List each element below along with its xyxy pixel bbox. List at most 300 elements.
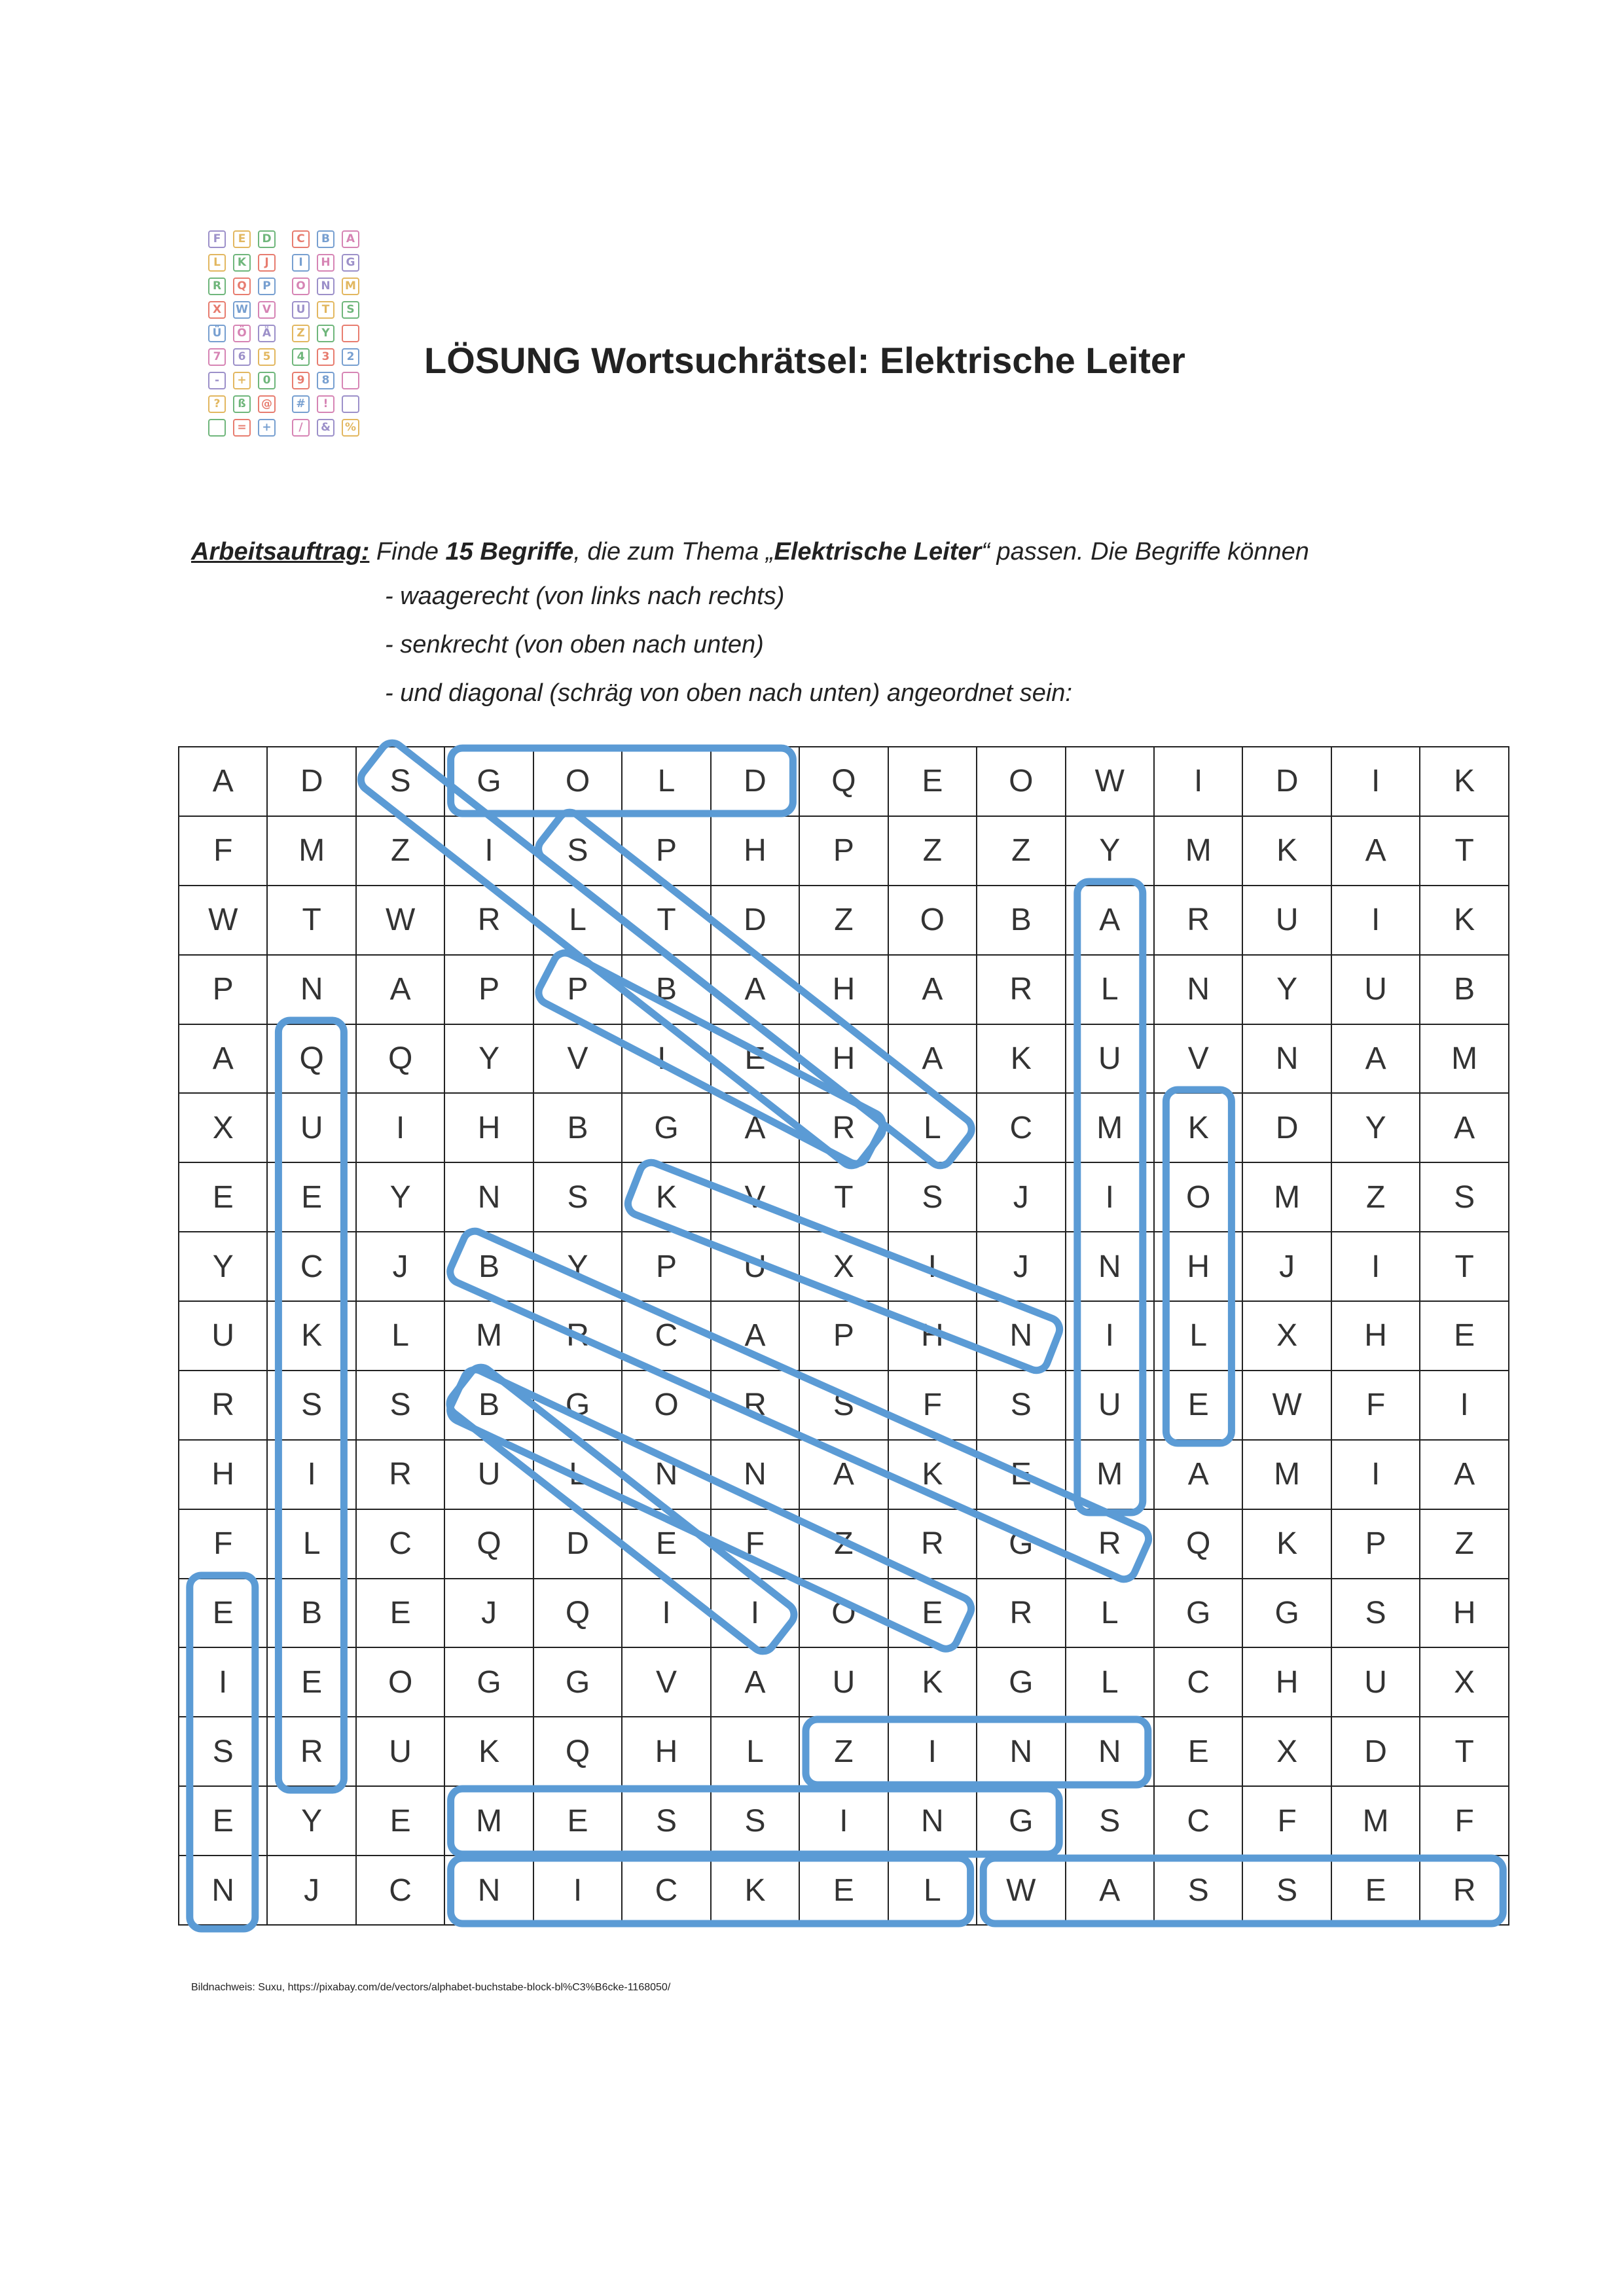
grid-cell: Q bbox=[533, 1579, 622, 1648]
grid-cell: S bbox=[1242, 1856, 1331, 1925]
grid-cell: V bbox=[533, 1024, 622, 1094]
grid-cell: D bbox=[1242, 1093, 1331, 1162]
grid-cell: F bbox=[179, 816, 267, 886]
grid-cell: E bbox=[1154, 1717, 1242, 1786]
grid-cell: S bbox=[267, 1371, 355, 1440]
grid-cell: U bbox=[179, 1301, 267, 1371]
grid-cell: L bbox=[1066, 1579, 1154, 1648]
grid-row bbox=[179, 1093, 1509, 1162]
grid-cell: D bbox=[1242, 747, 1331, 816]
grid-cell: K bbox=[1420, 747, 1509, 816]
grid-cell: N bbox=[1066, 1232, 1154, 1301]
grid-cell: E bbox=[799, 1856, 888, 1925]
grid-cell: S bbox=[622, 1786, 710, 1856]
grid-cell: R bbox=[888, 1509, 977, 1579]
grid-cell: S bbox=[533, 1162, 622, 1232]
grid-cell: F bbox=[1420, 1786, 1509, 1856]
grid-cell: J bbox=[267, 1856, 355, 1925]
grid-cell: X bbox=[1420, 1647, 1509, 1717]
grid-row bbox=[179, 1440, 1509, 1509]
grid-cell: R bbox=[444, 886, 533, 955]
grid-cell: E bbox=[888, 1579, 977, 1648]
grid-cell: T bbox=[1420, 1717, 1509, 1786]
grid-row bbox=[179, 1717, 1509, 1786]
grid-cell: L bbox=[888, 1093, 977, 1162]
grid-cell: E bbox=[1331, 1856, 1420, 1925]
grid-cell: Z bbox=[799, 1717, 888, 1786]
grid-cell: C bbox=[622, 1301, 710, 1371]
assignment-count: 15 Begriffe bbox=[445, 538, 574, 565]
grid-cell: N bbox=[977, 1301, 1065, 1371]
grid-cell: D bbox=[1331, 1717, 1420, 1786]
logo-block: 4 bbox=[292, 348, 310, 366]
grid-cell: A bbox=[888, 955, 977, 1024]
grid-cell: H bbox=[1420, 1579, 1509, 1648]
grid-cell: S bbox=[356, 747, 444, 816]
grid-cell: A bbox=[711, 1093, 799, 1162]
grid-cell: A bbox=[888, 1024, 977, 1094]
grid-cell: I bbox=[888, 1232, 977, 1301]
grid-cell: L bbox=[356, 1301, 444, 1371]
grid-row bbox=[179, 1509, 1509, 1579]
grid-cell: Y bbox=[1066, 816, 1154, 886]
grid-cell: M bbox=[444, 1786, 533, 1856]
grid-cell: E bbox=[179, 1786, 267, 1856]
grid-cell: P bbox=[444, 955, 533, 1024]
grid-cell: I bbox=[1066, 1162, 1154, 1232]
logo-block: 5 bbox=[258, 348, 276, 366]
grid-cell: F bbox=[888, 1371, 977, 1440]
grid-cell: A bbox=[799, 1440, 888, 1509]
logo-block: I bbox=[292, 254, 310, 272]
grid-cell: S bbox=[1331, 1579, 1420, 1648]
grid-cell: M bbox=[1066, 1440, 1154, 1509]
logo-block: K bbox=[233, 254, 251, 272]
grid-cell: Y bbox=[1242, 955, 1331, 1024]
grid-cell: I bbox=[1420, 1371, 1509, 1440]
grid-cell: N bbox=[444, 1162, 533, 1232]
grid-cell: G bbox=[622, 1093, 710, 1162]
logo-block: C bbox=[292, 230, 310, 248]
grid-cell: Q bbox=[444, 1509, 533, 1579]
grid-cell: T bbox=[799, 1162, 888, 1232]
grid-cell: A bbox=[711, 955, 799, 1024]
grid-cell: H bbox=[1242, 1647, 1331, 1717]
grid-cell: Q bbox=[356, 1024, 444, 1094]
grid-cell: F bbox=[179, 1509, 267, 1579]
grid-cell: U bbox=[1242, 886, 1331, 955]
logo-block: Ö bbox=[233, 325, 251, 342]
grid-cell: Z bbox=[1420, 1509, 1509, 1579]
grid-row bbox=[179, 1371, 1509, 1440]
grid-cell: H bbox=[179, 1440, 267, 1509]
grid-cell: A bbox=[1066, 886, 1154, 955]
grid-cell: K bbox=[622, 1162, 710, 1232]
grid-cell: O bbox=[356, 1647, 444, 1717]
grid-cell: I bbox=[888, 1717, 977, 1786]
grid-cell: G bbox=[977, 1509, 1065, 1579]
grid-cell: E bbox=[1154, 1371, 1242, 1440]
logo-block: 8 bbox=[317, 372, 334, 389]
grid-cell: D bbox=[711, 886, 799, 955]
grid-cell: G bbox=[1154, 1579, 1242, 1648]
grid-cell: N bbox=[267, 955, 355, 1024]
logo-block: H bbox=[317, 254, 334, 272]
grid-row bbox=[179, 1024, 1509, 1094]
grid-cell: J bbox=[977, 1162, 1065, 1232]
logo-block: P bbox=[258, 278, 276, 295]
grid-cell: G bbox=[1242, 1579, 1331, 1648]
grid-cell: U bbox=[1331, 955, 1420, 1024]
grid-cell: S bbox=[888, 1162, 977, 1232]
logo-block: - bbox=[208, 372, 226, 389]
grid-cell: S bbox=[179, 1717, 267, 1786]
grid-cell: E bbox=[356, 1786, 444, 1856]
grid-cell: I bbox=[799, 1786, 888, 1856]
logo-block: D bbox=[258, 230, 276, 248]
logo-block: U bbox=[292, 301, 310, 319]
logo-block: 7 bbox=[208, 348, 226, 366]
grid-cell: I bbox=[1331, 886, 1420, 955]
logo-block: % bbox=[342, 419, 359, 437]
grid-cell: R bbox=[533, 1301, 622, 1371]
grid-cell: C bbox=[622, 1856, 710, 1925]
grid-cell: Q bbox=[1154, 1509, 1242, 1579]
logo-block: F bbox=[208, 230, 226, 248]
grid-cell: A bbox=[356, 955, 444, 1024]
grid-cell: W bbox=[356, 886, 444, 955]
grid-cell: O bbox=[799, 1579, 888, 1648]
grid-cell: B bbox=[444, 1371, 533, 1440]
grid-cell: A bbox=[179, 1024, 267, 1094]
logo-block: V bbox=[258, 301, 276, 319]
grid-cell: V bbox=[1154, 1024, 1242, 1094]
grid-cell: L bbox=[533, 886, 622, 955]
grid-cell: L bbox=[267, 1509, 355, 1579]
grid-cell: H bbox=[444, 1093, 533, 1162]
grid-cell: K bbox=[888, 1647, 977, 1717]
grid-row bbox=[179, 1856, 1509, 1925]
grid-cell: C bbox=[267, 1232, 355, 1301]
grid-cell: Z bbox=[977, 816, 1065, 886]
logo-block: G bbox=[342, 254, 359, 272]
image-credit: Bildnachweis: Suxu, https://pixabay.com/de/vectors/alphabet-buchstabe-block-bl%C3%B6cke-1168050/ bbox=[191, 1982, 671, 1993]
assignment-text-2: , die zum Thema „ bbox=[573, 538, 774, 565]
grid-cell: M bbox=[1242, 1162, 1331, 1232]
grid-cell: M bbox=[1420, 1024, 1509, 1094]
assignment-line-diagonal: - und diagonal (schräg von oben nach unten) angeordnet sein: bbox=[385, 679, 1072, 707]
grid-cell: Z bbox=[1331, 1162, 1420, 1232]
grid-cell: S bbox=[711, 1786, 799, 1856]
grid-cell: N bbox=[179, 1856, 267, 1925]
logo-block: N bbox=[317, 278, 334, 295]
grid-cell: E bbox=[179, 1162, 267, 1232]
logo-block: 9 bbox=[292, 372, 310, 389]
grid-cell: O bbox=[622, 1371, 710, 1440]
grid-cell: R bbox=[1154, 886, 1242, 955]
grid-cell: K bbox=[977, 1024, 1065, 1094]
grid-cell: R bbox=[799, 1093, 888, 1162]
grid-cell: P bbox=[1331, 1509, 1420, 1579]
grid-row bbox=[179, 1301, 1509, 1371]
grid-cell: L bbox=[622, 747, 710, 816]
grid-cell: X bbox=[1242, 1717, 1331, 1786]
grid-cell: D bbox=[267, 747, 355, 816]
assignment-text-1: Finde bbox=[369, 538, 446, 565]
grid-cell: S bbox=[977, 1371, 1065, 1440]
grid-cell: I bbox=[533, 1856, 622, 1925]
grid-cell: B bbox=[1420, 955, 1509, 1024]
grid-cell: M bbox=[1154, 816, 1242, 886]
grid-cell: V bbox=[622, 1647, 710, 1717]
grid-cell: Q bbox=[533, 1717, 622, 1786]
logo-block: Ä bbox=[258, 325, 276, 342]
grid-cell: M bbox=[1242, 1440, 1331, 1509]
grid-cell: E bbox=[888, 747, 977, 816]
grid-row bbox=[179, 1579, 1509, 1648]
grid-cell: X bbox=[179, 1093, 267, 1162]
grid-cell: F bbox=[1242, 1786, 1331, 1856]
grid-cell: S bbox=[356, 1371, 444, 1440]
grid-cell: U bbox=[356, 1717, 444, 1786]
grid-cell: K bbox=[267, 1301, 355, 1371]
grid-cell: Y bbox=[267, 1786, 355, 1856]
grid-cell: X bbox=[799, 1232, 888, 1301]
grid-cell: B bbox=[533, 1093, 622, 1162]
grid-cell: U bbox=[1066, 1024, 1154, 1094]
grid-cell: H bbox=[1154, 1232, 1242, 1301]
grid-cell: G bbox=[977, 1786, 1065, 1856]
grid-cell: Y bbox=[356, 1162, 444, 1232]
grid-cell: R bbox=[977, 955, 1065, 1024]
grid-cell: K bbox=[888, 1440, 977, 1509]
grid-cell: I bbox=[1154, 747, 1242, 816]
word-search-grid bbox=[178, 746, 1509, 1926]
grid-cell: Z bbox=[888, 816, 977, 886]
logo-block: & bbox=[317, 419, 334, 437]
grid-row bbox=[179, 1162, 1509, 1232]
grid-cell: N bbox=[622, 1440, 710, 1509]
grid-cell: C bbox=[1154, 1786, 1242, 1856]
grid-cell: U bbox=[711, 1232, 799, 1301]
grid-cell: Q bbox=[799, 747, 888, 816]
grid-cell: I bbox=[1066, 1301, 1154, 1371]
grid-cell: I bbox=[444, 816, 533, 886]
grid-cell: E bbox=[533, 1786, 622, 1856]
grid-cell: M bbox=[1331, 1786, 1420, 1856]
grid-cell: P bbox=[179, 955, 267, 1024]
grid-cell: W bbox=[179, 886, 267, 955]
grid-cell: M bbox=[267, 816, 355, 886]
logo-block: X bbox=[208, 301, 226, 319]
grid-cell: E bbox=[1420, 1301, 1509, 1371]
grid-cell: G bbox=[533, 1647, 622, 1717]
grid-cell: S bbox=[1420, 1162, 1509, 1232]
grid-cell: T bbox=[622, 886, 710, 955]
logo-block: = bbox=[233, 419, 251, 437]
logo-block: A bbox=[342, 230, 359, 248]
logo-block: Ü bbox=[208, 325, 226, 342]
grid-cell: P bbox=[799, 1301, 888, 1371]
grid-cell: R bbox=[1420, 1856, 1509, 1925]
grid-cell: W bbox=[977, 1856, 1065, 1925]
grid-cell: Q bbox=[267, 1024, 355, 1094]
grid-cell: I bbox=[1331, 1440, 1420, 1509]
grid-cell: J bbox=[977, 1232, 1065, 1301]
grid-cell: L bbox=[1154, 1301, 1242, 1371]
grid-cell: H bbox=[711, 816, 799, 886]
grid-cell: A bbox=[1420, 1093, 1509, 1162]
grid-cell: N bbox=[1066, 1717, 1154, 1786]
grid-cell: B bbox=[622, 955, 710, 1024]
grid-cell: E bbox=[356, 1579, 444, 1648]
logo-block: S bbox=[342, 301, 359, 319]
grid-cell: D bbox=[711, 747, 799, 816]
grid-cell: F bbox=[711, 1509, 799, 1579]
grid-cell: U bbox=[1331, 1647, 1420, 1717]
grid-cell: M bbox=[444, 1301, 533, 1371]
grid-cell: I bbox=[1331, 1232, 1420, 1301]
grid-cell: M bbox=[1066, 1093, 1154, 1162]
grid-cell: Z bbox=[799, 1509, 888, 1579]
grid-cell: G bbox=[977, 1647, 1065, 1717]
grid-cell: Z bbox=[356, 816, 444, 886]
logo-block: @ bbox=[258, 395, 276, 413]
logo-block: T bbox=[317, 301, 334, 319]
grid-cell: I bbox=[1331, 747, 1420, 816]
logo-block: + bbox=[258, 419, 276, 437]
logo-block bbox=[342, 395, 359, 413]
logo-block: ß bbox=[233, 395, 251, 413]
logo-block: M bbox=[342, 278, 359, 295]
grid-cell: Y bbox=[533, 1232, 622, 1301]
grid-cell: F bbox=[1331, 1371, 1420, 1440]
grid-row bbox=[179, 955, 1509, 1024]
grid-cell: A bbox=[1066, 1856, 1154, 1925]
grid-cell: A bbox=[1420, 1440, 1509, 1509]
grid-cell: R bbox=[267, 1717, 355, 1786]
assignment-label: Arbeitsauftrag: bbox=[191, 538, 370, 565]
grid-cell: G bbox=[444, 747, 533, 816]
grid-cell: R bbox=[711, 1371, 799, 1440]
grid-cell: B bbox=[444, 1232, 533, 1301]
grid-cell: E bbox=[179, 1579, 267, 1648]
assignment-topic: Elektrische Leiter bbox=[774, 538, 982, 565]
logo-block: ! bbox=[317, 395, 334, 413]
grid-cell: V bbox=[711, 1162, 799, 1232]
page-title: LÖSUNG Wortsuchrätsel: Elektrische Leiter bbox=[424, 340, 1185, 381]
grid-cell: I bbox=[179, 1647, 267, 1717]
grid-cell: K bbox=[1242, 1509, 1331, 1579]
grid-cell: G bbox=[444, 1647, 533, 1717]
grid-cell: O bbox=[977, 747, 1065, 816]
logo-block: O bbox=[292, 278, 310, 295]
grid-cell: H bbox=[799, 1024, 888, 1094]
grid-row bbox=[179, 1232, 1509, 1301]
logo-block: Z bbox=[292, 325, 310, 342]
logo-block: 6 bbox=[233, 348, 251, 366]
logo-block: + bbox=[233, 372, 251, 389]
grid-cell: R bbox=[977, 1579, 1065, 1648]
grid-cell: C bbox=[977, 1093, 1065, 1162]
grid-cell: H bbox=[1331, 1301, 1420, 1371]
grid-cell: Z bbox=[799, 886, 888, 955]
grid-row bbox=[179, 886, 1509, 955]
grid-cell: A bbox=[179, 747, 267, 816]
grid-cell: N bbox=[1154, 955, 1242, 1024]
logo-block: ? bbox=[208, 395, 226, 413]
grid-cell: Y bbox=[1331, 1093, 1420, 1162]
grid-cell: E bbox=[622, 1509, 710, 1579]
logo-block: Q bbox=[233, 278, 251, 295]
grid-cell: R bbox=[356, 1440, 444, 1509]
grid-cell: U bbox=[1066, 1371, 1154, 1440]
grid-cell: I bbox=[622, 1579, 710, 1648]
grid-cell: O bbox=[1154, 1162, 1242, 1232]
grid-cell: K bbox=[1420, 886, 1509, 955]
logo-block: R bbox=[208, 278, 226, 295]
logo-block: E bbox=[233, 230, 251, 248]
logo-block bbox=[342, 372, 359, 389]
grid-cell: Y bbox=[444, 1024, 533, 1094]
grid-cell: P bbox=[622, 1232, 710, 1301]
logo-block: J bbox=[258, 254, 276, 272]
assignment-line-horizontal: - waagerecht (von links nach rechts) bbox=[385, 583, 785, 610]
logo-block: W bbox=[233, 301, 251, 319]
assignment-line-vertical: - senkrecht (von oben nach unten) bbox=[385, 631, 764, 658]
grid-cell: D bbox=[533, 1509, 622, 1579]
grid-cell: T bbox=[1420, 1232, 1509, 1301]
grid-cell: N bbox=[444, 1856, 533, 1925]
logo-block: 2 bbox=[342, 348, 359, 366]
logo-block: 3 bbox=[317, 348, 334, 366]
grid-cell: N bbox=[711, 1440, 799, 1509]
grid-cell: L bbox=[1066, 955, 1154, 1024]
grid-cell: B bbox=[977, 886, 1065, 955]
grid-cell: H bbox=[622, 1717, 710, 1786]
grid-cell: E bbox=[267, 1647, 355, 1717]
grid-cell: Y bbox=[179, 1232, 267, 1301]
grid-cell: K bbox=[711, 1856, 799, 1925]
grid-cell: S bbox=[799, 1371, 888, 1440]
grid-cell: P bbox=[622, 816, 710, 886]
grid-cell: O bbox=[888, 886, 977, 955]
grid-cell: P bbox=[799, 816, 888, 886]
grid-row bbox=[179, 1786, 1509, 1856]
grid-cell: S bbox=[533, 816, 622, 886]
grid-cell: H bbox=[888, 1301, 977, 1371]
grid-cell: N bbox=[977, 1717, 1065, 1786]
grid-cell: U bbox=[799, 1647, 888, 1717]
grid-cell: U bbox=[267, 1093, 355, 1162]
logo-block: # bbox=[292, 395, 310, 413]
logo-block: Y bbox=[317, 325, 334, 342]
grid-cell: L bbox=[711, 1717, 799, 1786]
grid-cell: L bbox=[622, 1024, 710, 1094]
grid-cell: R bbox=[179, 1371, 267, 1440]
grid-cell: U bbox=[444, 1440, 533, 1509]
grid-cell: G bbox=[533, 1371, 622, 1440]
grid-cell: A bbox=[711, 1301, 799, 1371]
grid-cell: O bbox=[533, 747, 622, 816]
logo-block bbox=[208, 419, 226, 437]
grid-cell: I bbox=[356, 1093, 444, 1162]
grid-cell: W bbox=[1066, 747, 1154, 816]
grid-cell: A bbox=[1154, 1440, 1242, 1509]
grid-cell: T bbox=[1420, 816, 1509, 886]
grid-row bbox=[179, 816, 1509, 886]
grid-cell: A bbox=[711, 1647, 799, 1717]
